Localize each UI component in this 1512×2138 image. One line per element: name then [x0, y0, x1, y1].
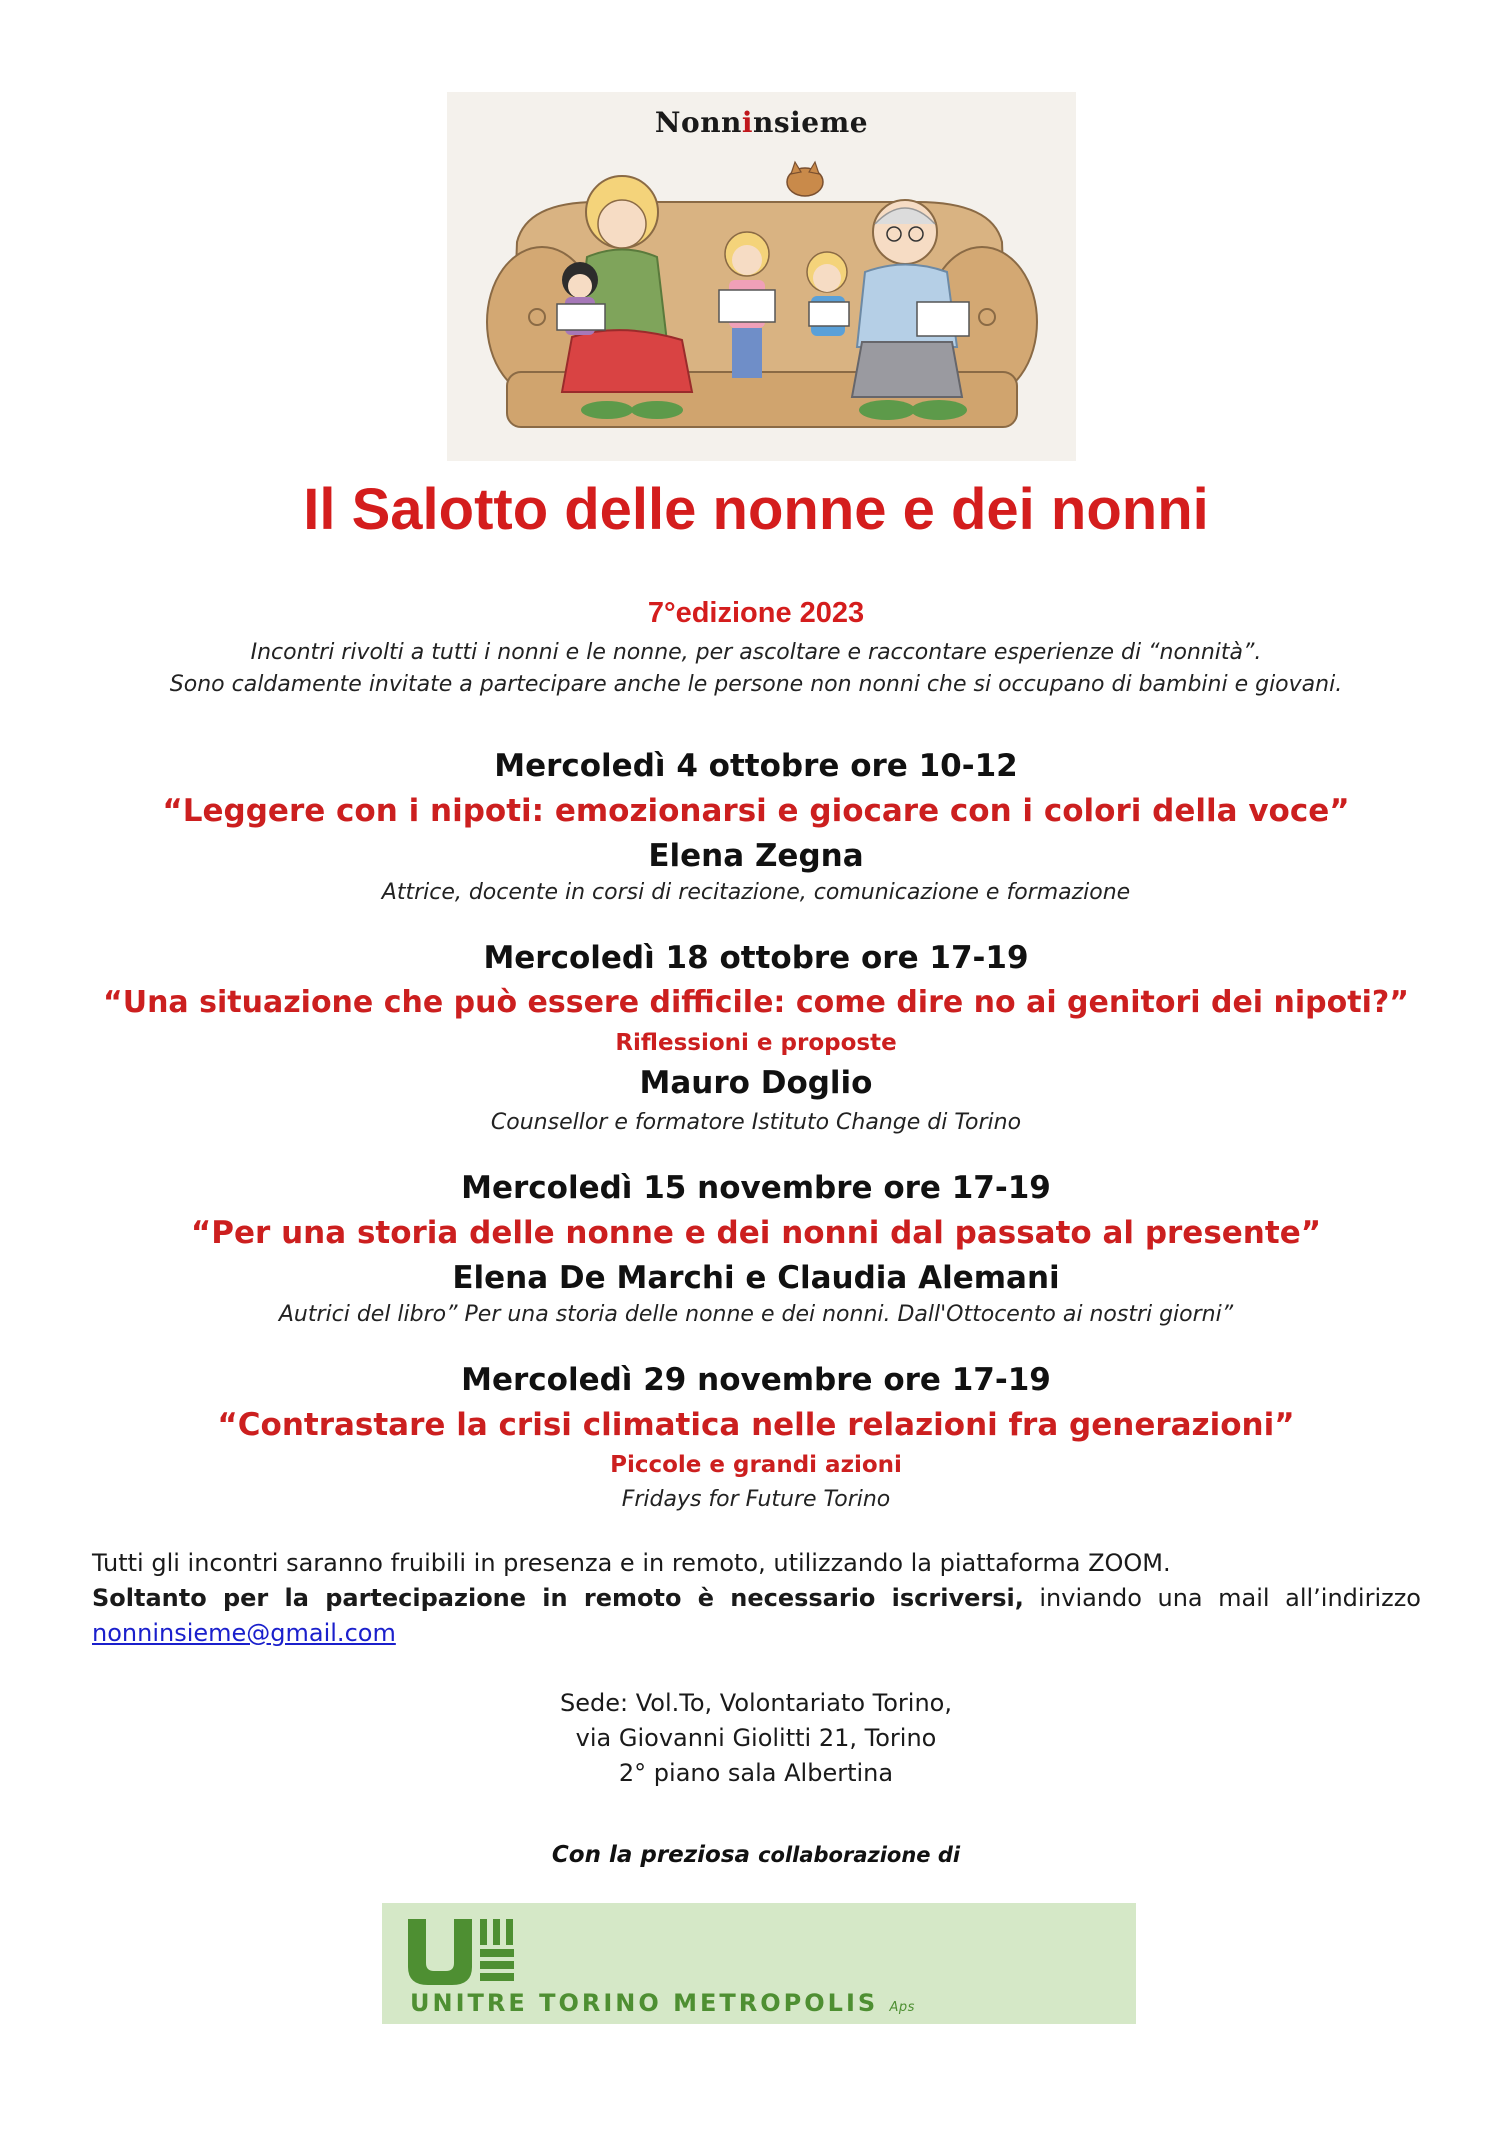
- event-4-role: Fridays for Future Torino: [621, 1487, 891, 1512]
- page-title: Il Salotto delle nonne e dei nonni: [303, 477, 1209, 542]
- event-4-topic: “Contrastare la crisi climatica nelle relazioni fra generazioni”: [217, 1407, 1295, 1443]
- event-2-topic: “Una situazione che può essere difficile: come dire no ai genitori dei nipoti?”: [103, 985, 1409, 1020]
- email-link[interactable]: nonninsieme@gmail.com: [92, 1619, 396, 1647]
- nonninsieme-illustration: [447, 92, 1076, 461]
- unitre-logo-text: [410, 1989, 915, 2017]
- venue-line-1: Sede: Vol.To, Volontariato Torino,: [560, 1689, 952, 1717]
- event-4-subtitle: Piccole e grandi azioni: [610, 1452, 902, 1478]
- venue-line-2: via Giovanni Giolitti 21, Torino: [575, 1724, 937, 1752]
- brand-text-suffix: nsieme: [753, 106, 869, 139]
- event-1-topic: “Leggere con i nipoti: emozionarsi e giocare con i colori della voce”: [162, 793, 1350, 829]
- event-3-speaker: Elena De Marchi e Claudia Alemani: [452, 1260, 1060, 1296]
- info-line-1: Tutti gli incontri saranno fruibili in presenza e in remoto, utilizzando la piattaforma ZOOM.: [92, 1549, 1171, 1577]
- participation-info: [92, 1546, 1421, 1651]
- collaboration-text-1: Con la preziosa: [551, 1842, 759, 1868]
- intro-line-2: Sono caldamente invitate a partecipare anche le persone non nonni che si occupano di bambini e giovani.: [169, 672, 1343, 697]
- brand-text-prefix: Nonn: [654, 106, 742, 139]
- event-1-role: Attrice, docente in corsi di recitazione, comunicazione e formazione: [381, 880, 1131, 905]
- grandparents-on-sofa-drawing: [447, 92, 1076, 461]
- event-1-date: Mercoledì 4 ottobre ore 10-12: [494, 748, 1018, 784]
- event-3-role: Autrici del libro” Per una storia delle nonne e dei nonni. Dall'Ottocento ai nostri giorni”: [278, 1302, 1234, 1327]
- edition-label: 7°edizione 2023: [647, 597, 865, 629]
- logo-name: UNITRE TORINO METROPOLIS: [410, 1989, 879, 2017]
- brand-text-highlight: i: [741, 106, 754, 139]
- event-3-date: Mercoledì 15 novembre ore 17-19: [461, 1170, 1051, 1206]
- registration-note-rest: inviando una mail all’indirizzo: [1023, 1584, 1421, 1612]
- info-line-2: [92, 1581, 1421, 1616]
- venue-block: [0, 1686, 1512, 1791]
- collaboration-label: [0, 1842, 1512, 1868]
- venue-line-3: 2° piano sala Albertina: [618, 1759, 894, 1787]
- intro-line-1: Incontri rivolti a tutti i nonni e le nonne, per ascoltare e raccontare esperienze di “nonnità”.: [250, 640, 1262, 665]
- event-2-role: Counsellor e formatore Istituto Change di Torino: [490, 1110, 1022, 1135]
- unitre-logo: [382, 1903, 1136, 2024]
- event-3-topic: “Per una storia delle nonne e dei nonni dal passato al presente”: [190, 1215, 1322, 1251]
- event-2-date: Mercoledì 18 ottobre ore 17-19: [483, 940, 1029, 976]
- event-1-speaker: Elena Zegna: [648, 838, 864, 874]
- event-2-subtitle: Riflessioni e proposte: [615, 1030, 897, 1056]
- event-2-speaker: Mauro Doglio: [639, 1065, 873, 1101]
- collaboration-text-2: collaborazione di: [758, 1843, 961, 1867]
- logo-suffix: Aps: [889, 2000, 915, 2015]
- registration-note-bold: Soltanto per la partecipazione in remoto è necessario iscriversi,: [92, 1584, 1024, 1612]
- event-4-date: Mercoledì 29 novembre ore 17-19: [461, 1362, 1051, 1398]
- nonninsieme-brand: [447, 106, 1076, 139]
